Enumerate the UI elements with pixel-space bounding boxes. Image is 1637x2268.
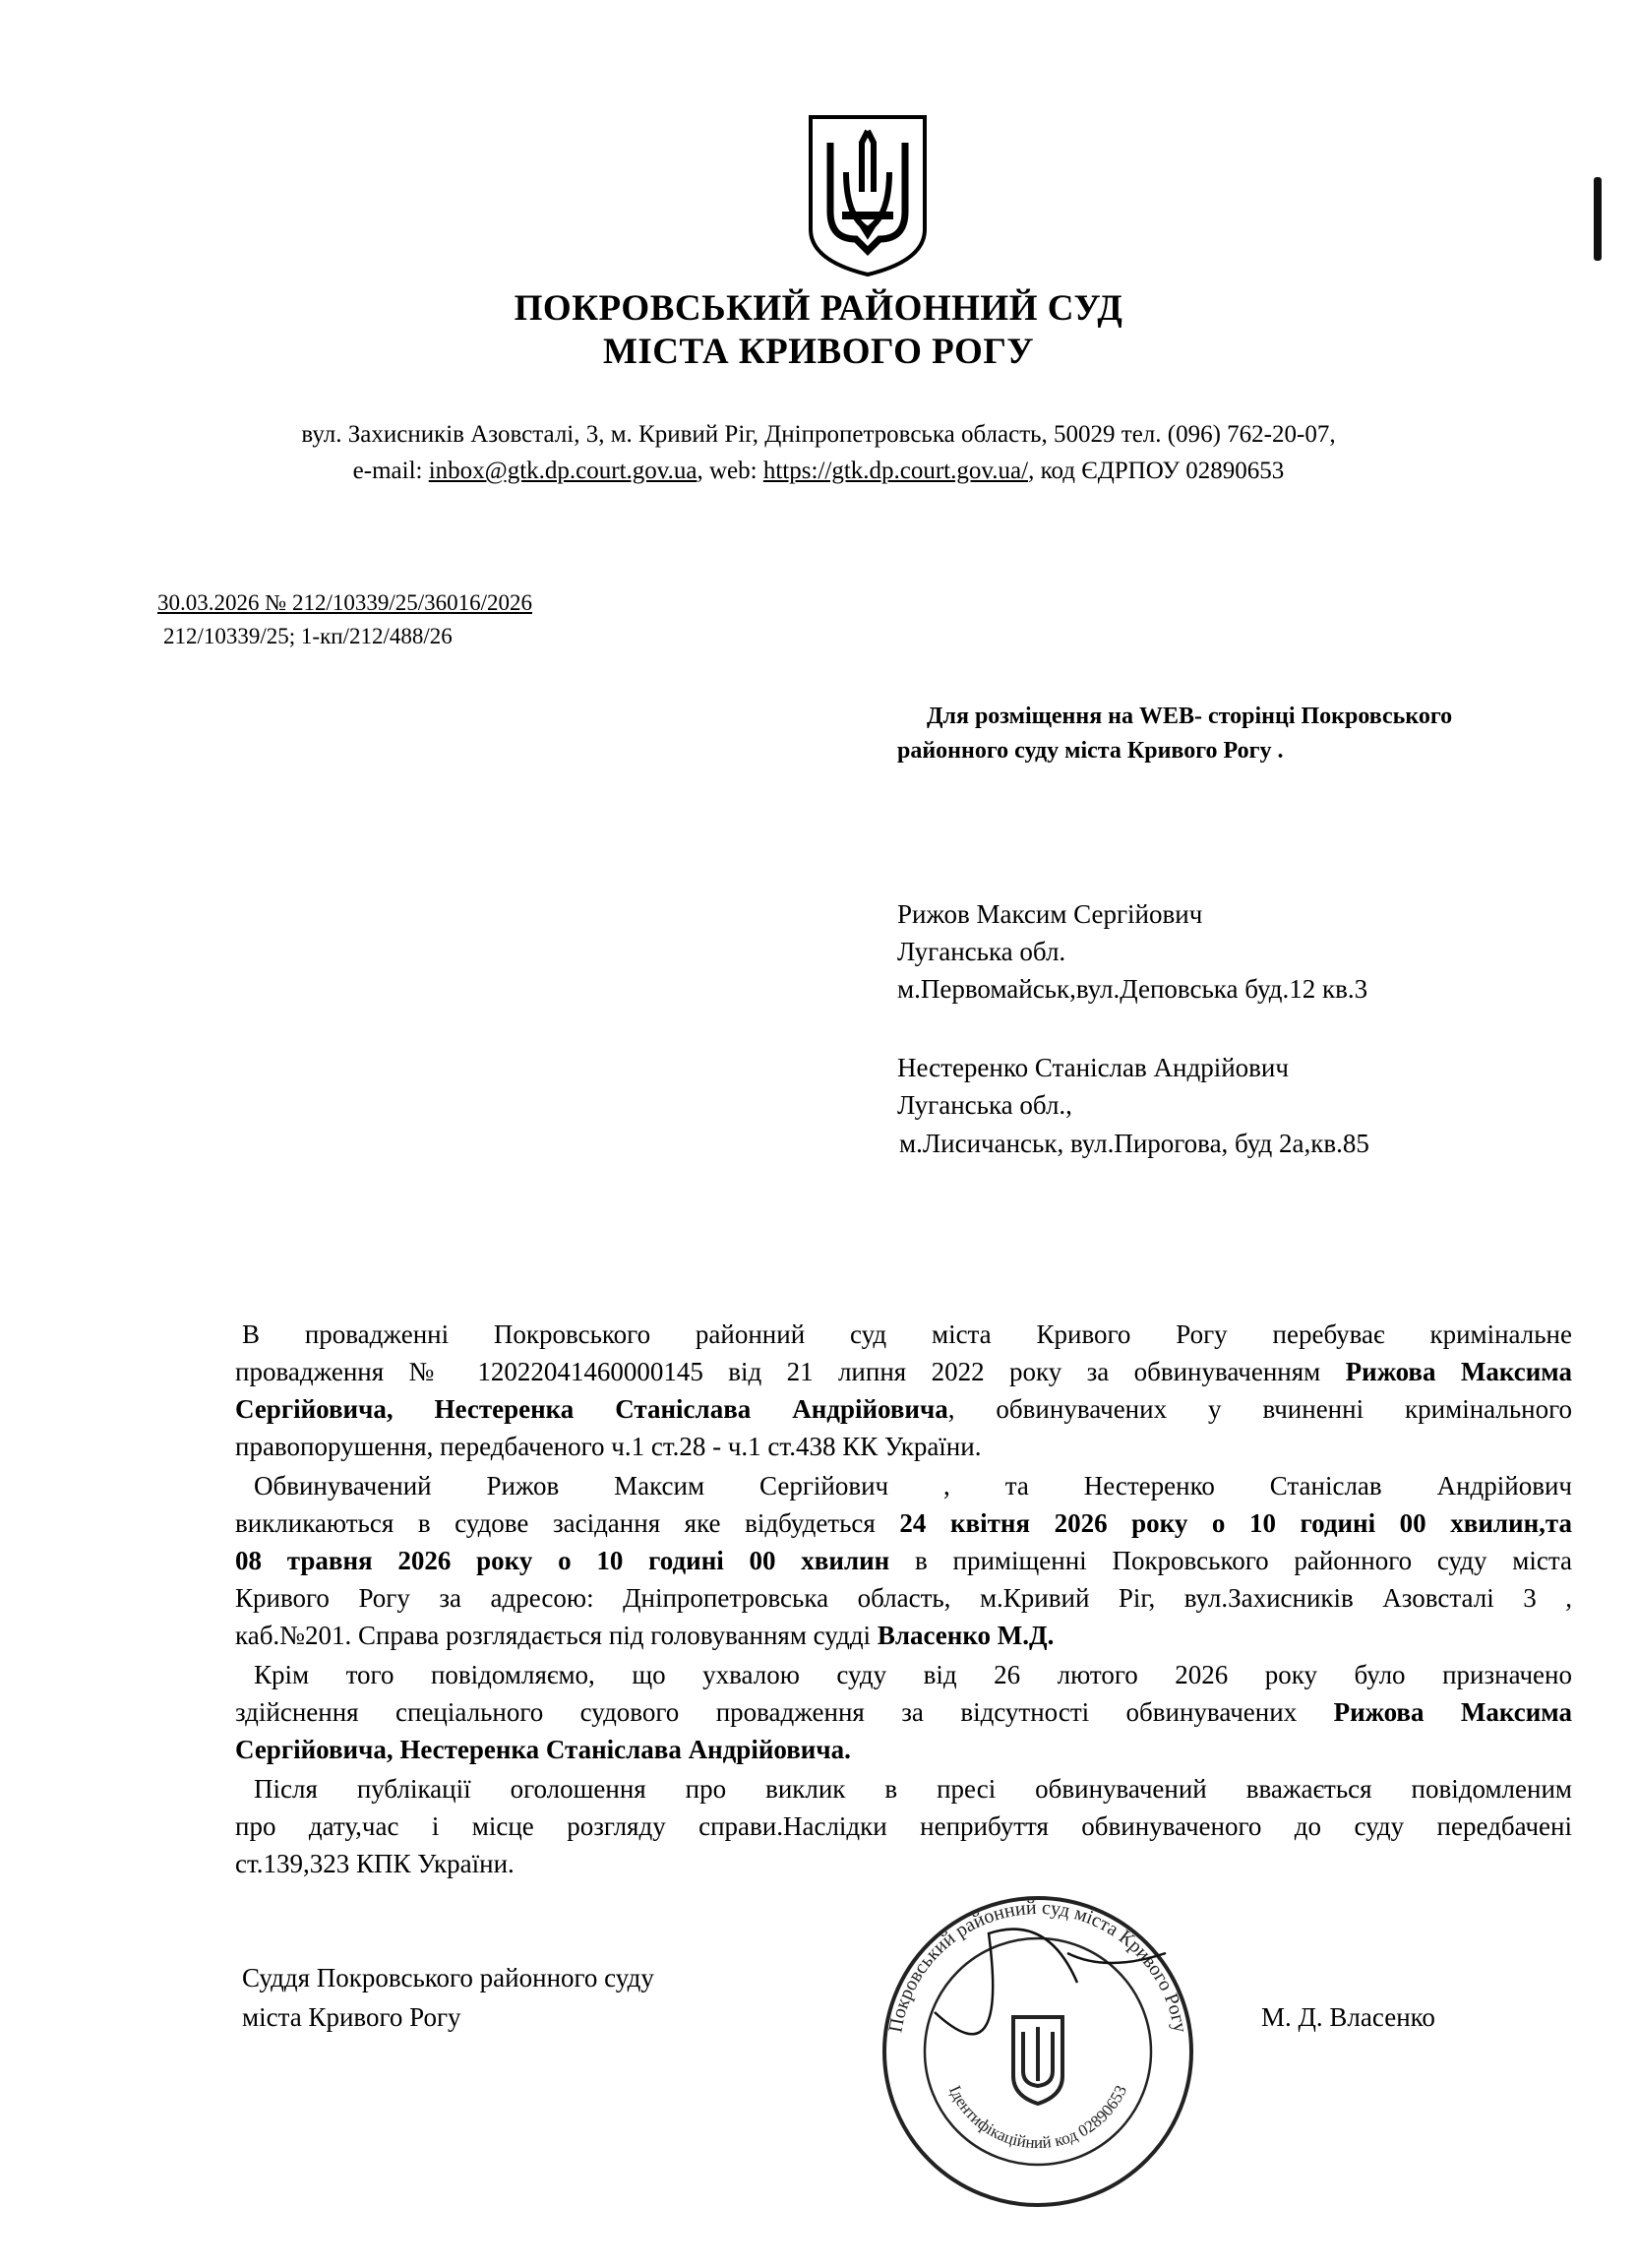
defendant-names: Сергійовича, Нестеренка Станіслава Андрійовича bbox=[235, 1394, 948, 1424]
website-link[interactable]: https://gtk.dp.court.gov.ua/ bbox=[762, 458, 1029, 484]
body-line: ст.139,323 КПК України. bbox=[235, 1849, 515, 1878]
body-line: Кривого Рогу за адресою: Дніпропетровська область, м.Кривий Ріг, вул.Захисників Азовсталі 3 , bbox=[235, 1583, 1572, 1613]
court-address: вул. Захисників Азовсталі, 3, м. Кривий Ріг, Дніпропетровська область, 50029 тел. (096) 762-20-07, bbox=[301, 421, 1336, 448]
recipient-2-address: м.Лисичанськ, вул.Пирогова, буд 2а,кв.85 bbox=[899, 1129, 1369, 1158]
text-segment: каб.№201. Справа розглядається під головуванням судді bbox=[235, 1621, 878, 1650]
body-line: правопорушення, передбаченого ч.1 ст.28 - ч.1 ст.438 КК України. bbox=[235, 1432, 982, 1461]
text-segment: викликаються в судове засідання яке відбудеться bbox=[235, 1508, 900, 1538]
body-line: Крім того повідомляємо, що ухвалою суду від 26 лютого 2026 року було призначено bbox=[254, 1660, 1572, 1689]
body-line: про дату,час і місце розгляду справи.Наслідки неприбуття обвинуваченого до суду передбачені bbox=[235, 1811, 1572, 1841]
signatory-position-line1: Суддя Покровського районного суду bbox=[242, 1963, 654, 1992]
body-line bbox=[235, 1545, 1572, 1576]
text-segment: провадження № 12022041460000145 від 21 липня 2022 року за обвинуваченням bbox=[235, 1357, 1346, 1386]
court-name-line2: МІСТА КРИВОГО РОГУ bbox=[602, 332, 1035, 372]
body-line bbox=[235, 1356, 1572, 1387]
hearing-date-1: 24 квітня 2026 року о 10 годині 00 хвилин,та bbox=[899, 1508, 1572, 1538]
case-numbers: 212/10339/25; 1-кп/212/488/26 bbox=[163, 624, 453, 648]
stamp-inner-text: Ідентифікаційний код 02890653 bbox=[944, 2082, 1131, 2153]
placement-note-line1: Для розміщення на WEB- сторінці Покровського bbox=[927, 704, 1453, 729]
email-link[interactable]: inbox@gtk.dp.court.gov.ua bbox=[428, 458, 697, 484]
recipient-1-name: Рижов Максим Сергійович bbox=[897, 899, 1203, 929]
outgoing-number: 30.03.2026 № 212/10339/25/36016/2026 bbox=[157, 590, 533, 615]
text-segment: в приміщенні Покровського районного суду міста bbox=[889, 1546, 1572, 1575]
text-segment: , обвинувачених у вчиненні кримінального bbox=[947, 1394, 1573, 1424]
coat-of-arms-emblem bbox=[807, 113, 929, 278]
signatory-name: М. Д. Власенко bbox=[1261, 2002, 1435, 2032]
edge-scan-mark bbox=[1594, 177, 1602, 261]
stamp-outer-text: Покровський районний суд міста Кривого Рогу bbox=[884, 1896, 1191, 2035]
web-label: , web: bbox=[697, 458, 763, 484]
body-line: Після публікації оголошення про виклик в пресі обвинувачений вважається повідомленим bbox=[254, 1774, 1572, 1804]
defendant-name: Рижова Максима bbox=[1345, 1357, 1573, 1386]
court-contacts bbox=[0, 458, 1637, 485]
body-line: В провадженні Покровського районний суд міста Кривого Рогу перебуває кримінальне bbox=[242, 1319, 1572, 1349]
body-line: Сергійовича, Нестеренка Станіслава Андрійовича. bbox=[235, 1735, 851, 1764]
body-line bbox=[235, 1696, 1572, 1728]
official-stamp bbox=[880, 1894, 1195, 2209]
defendant-name: Рижова Максима bbox=[1333, 1697, 1572, 1727]
stamp-trident-icon bbox=[1013, 2017, 1062, 2104]
body-line bbox=[235, 1507, 1572, 1539]
text-segment: здійснення спеціального судового провадження за відсутності обвинувачених bbox=[235, 1697, 1334, 1727]
hearing-date-2: 08 травня 2026 року о 10 годині 00 хвилин bbox=[235, 1546, 890, 1575]
body-line: Обвинувачений Рижов Максим Сергійович , та Нестеренко Станіслав Андрійович bbox=[254, 1471, 1572, 1501]
recipient-1-address: м.Первомайськ,вул.Деповська буд.12 кв.3 bbox=[897, 974, 1368, 1004]
placement-note-line2: районного суду міста Кривого Рогу . bbox=[897, 738, 1284, 764]
body-line bbox=[235, 1620, 1572, 1651]
svg-text:Ідентифікаційний код 02890653 bbox=[945, 2082, 1130, 2152]
court-name-line1: ПОКРОВСЬКИЙ РАЙОННИЙ СУД bbox=[514, 288, 1123, 329]
recipient-2-name: Нестеренко Станіслав Андрійович bbox=[897, 1053, 1289, 1082]
signatory-position-line2: міста Кривого Рогу bbox=[242, 2002, 461, 2032]
recipient-1-region: Луганська обл. bbox=[897, 937, 1066, 966]
recipient-2-region: Луганська обл., bbox=[897, 1090, 1072, 1120]
body-line bbox=[235, 1393, 1572, 1425]
email-label: e-mail: bbox=[352, 458, 429, 484]
edrpou-code: , код ЄДРПОУ 02890653 bbox=[1028, 458, 1285, 484]
judge-name: Власенко М.Д. bbox=[877, 1621, 1055, 1650]
